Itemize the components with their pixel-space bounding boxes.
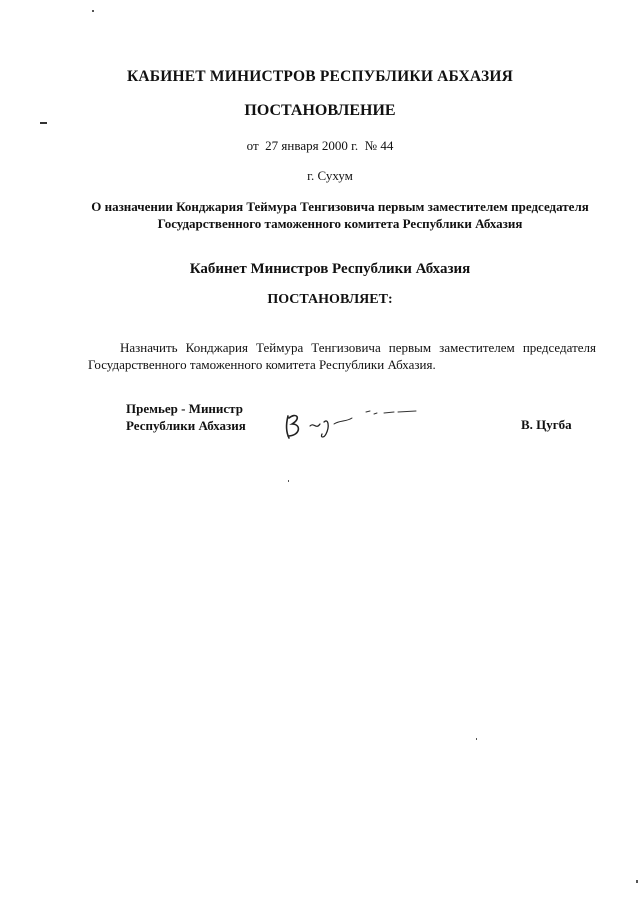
document-subject [20,198,640,232]
document-type: ПОСТАНОВЛЕНИЕ [244,102,396,119]
scan-speck [476,738,477,740]
scan-speck [40,122,47,124]
document-date-number: от 27 января 2000 г. № 44 [246,138,394,153]
document-place: г. Сухум [307,168,353,183]
body-text: Назначить Конджария Теймура Тенгизовича первым заместителем председателя Государственного таможенного комитета Республики Абхазия. [88,340,596,372]
scan-speck [92,10,94,12]
subject-line-1: О назначении Конджария Теймура Тенгизовича первым заместителем председателя [91,199,589,214]
handwritten-signature [280,404,430,444]
decree-word: ПОСТАНОВЛЯЕТ: [267,292,393,307]
scan-speck [636,880,638,883]
signatory-position-line-2: Республики Абхазия [126,418,246,433]
subject-line-2: Государственного таможенного комитета Республики Абхазия [157,216,523,231]
signatory-name: В. Цугба [521,417,572,432]
scan-speck [288,480,289,482]
signatory-position-line-1: Премьер - Министр [126,401,243,416]
issuer: Кабинет Министров Республики Абхазия [189,261,471,277]
organization-title: КАБИНЕТ МИНИСТРОВ РЕСПУБЛИКИ АБХАЗИЯ [126,68,514,85]
signatory-position [126,400,246,434]
